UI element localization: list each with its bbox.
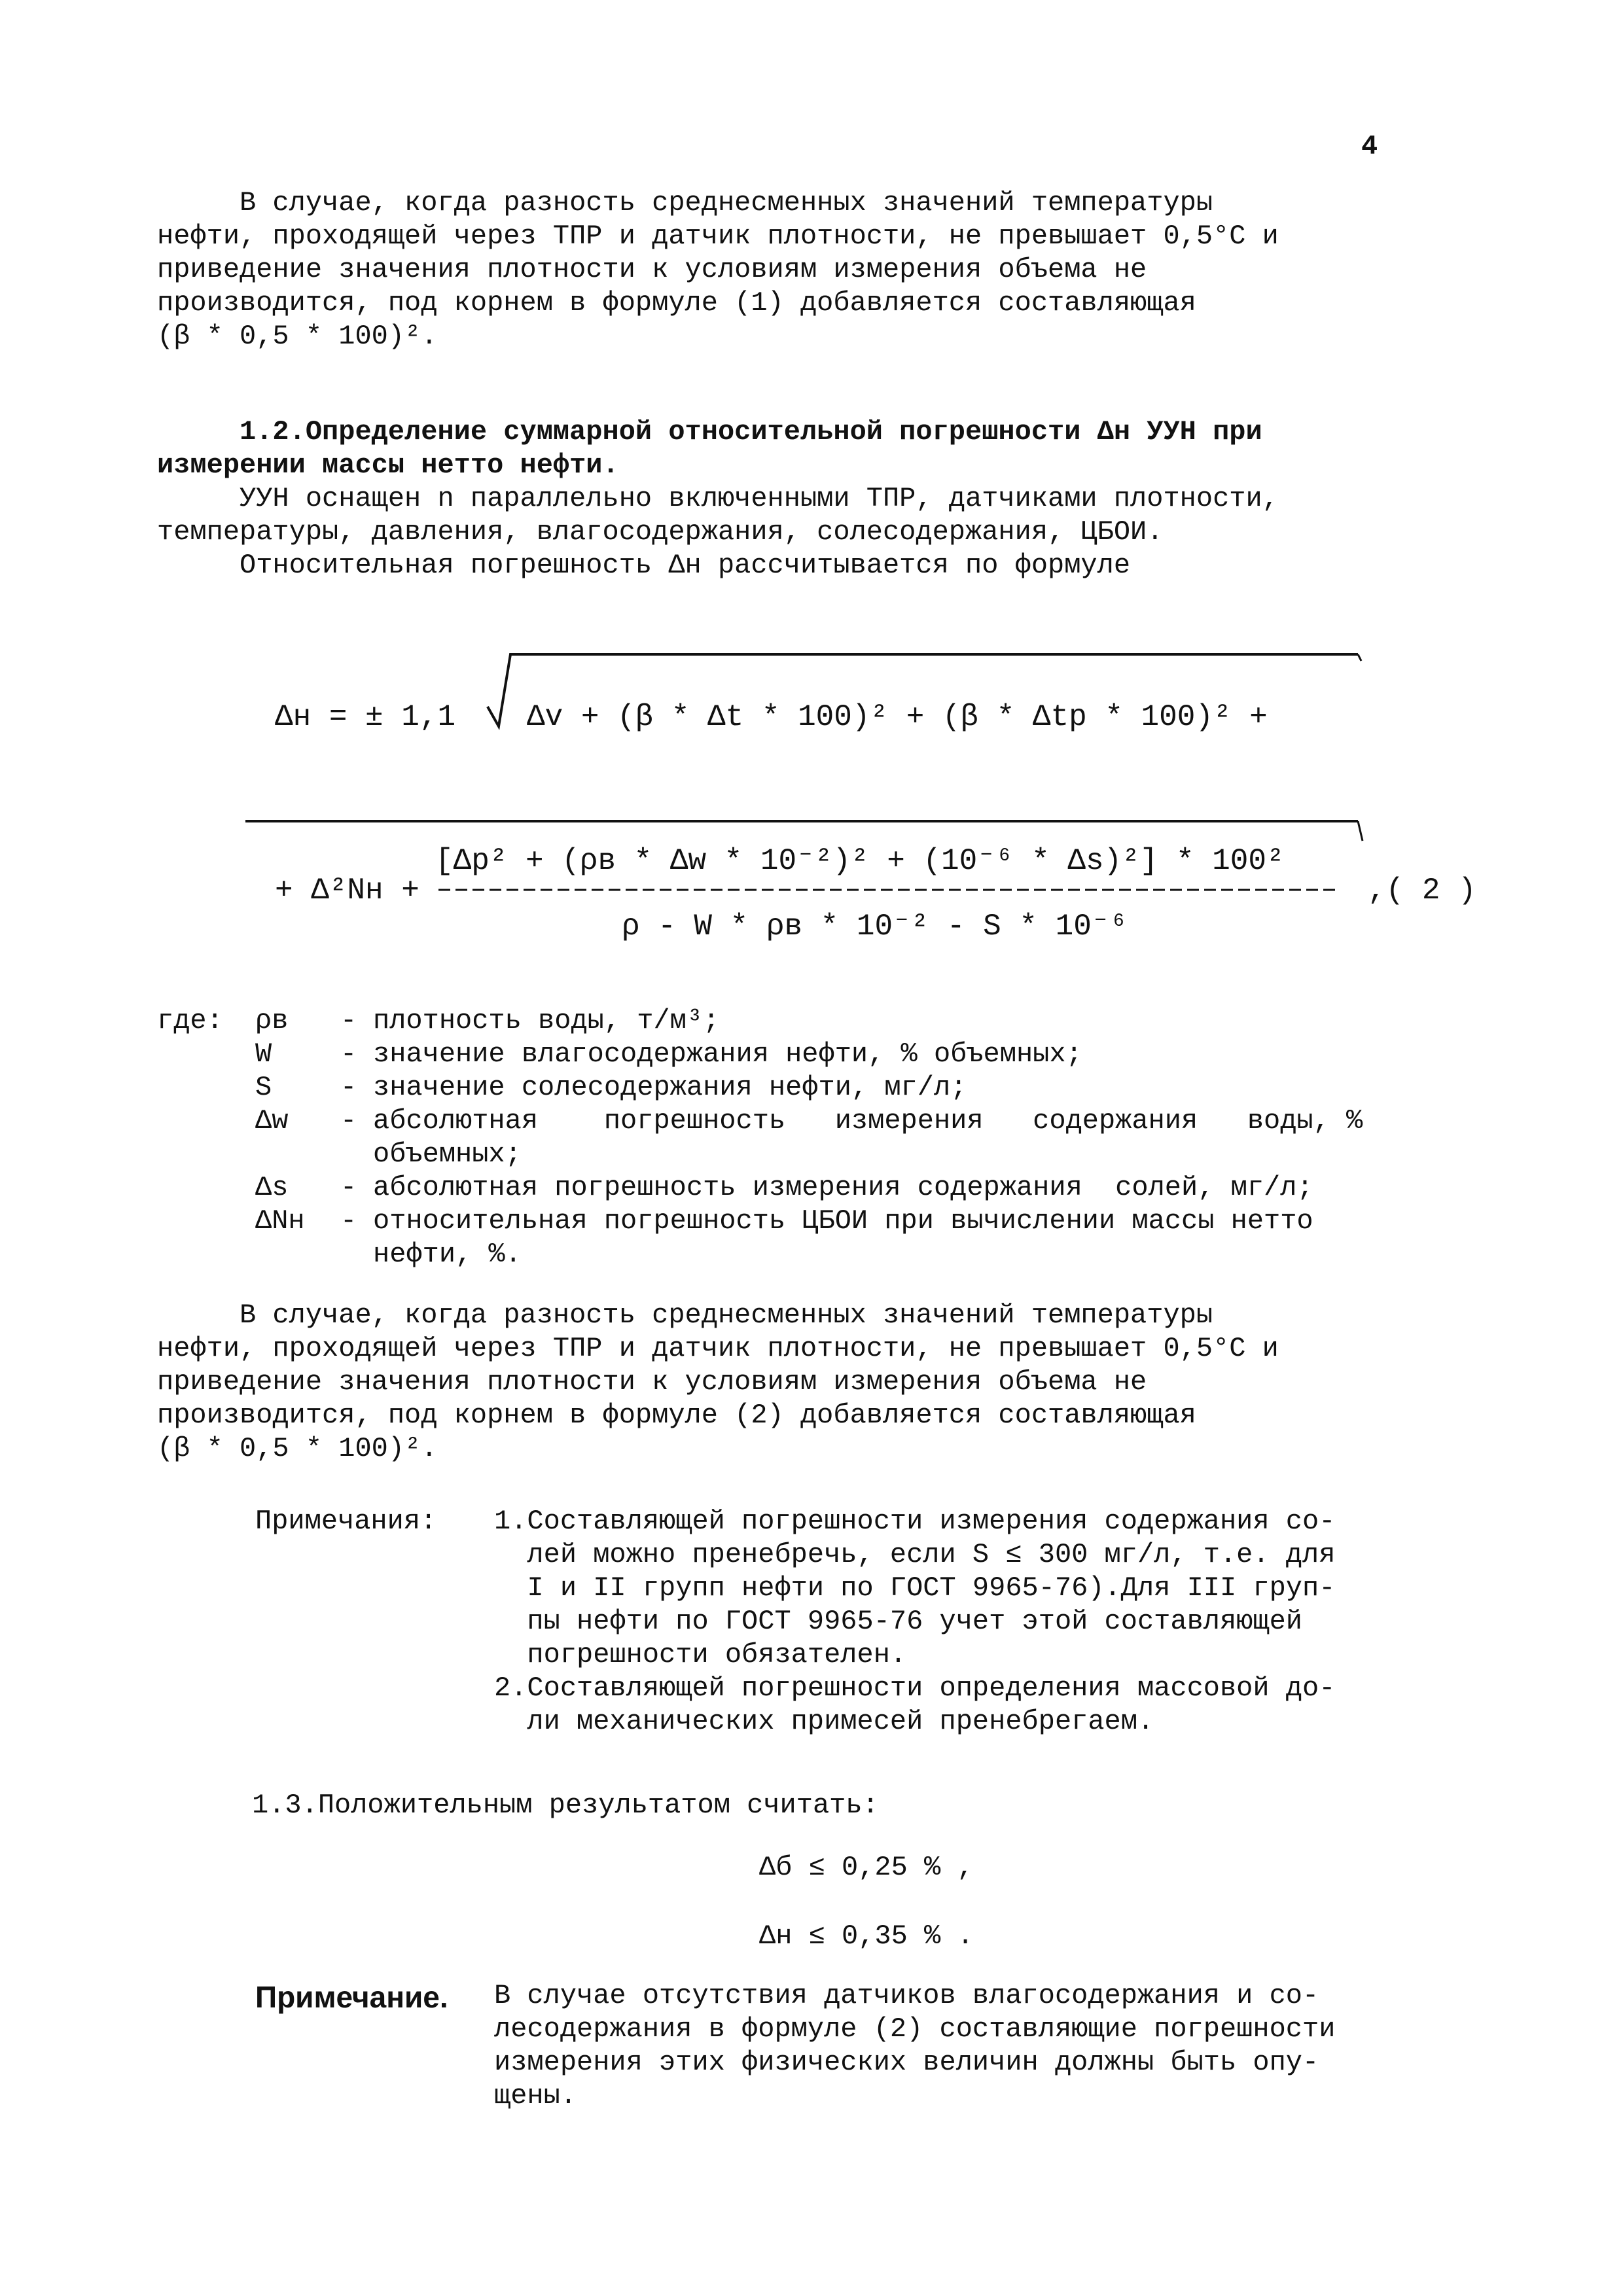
- note-line: 1.Составляющей погрешности измерения содержания со-: [494, 1506, 1336, 1537]
- definition-text: значение влагосодержания нефти, % объемных;: [373, 1038, 1082, 1070]
- definition-dash: -: [340, 1105, 357, 1137]
- final-note-label: Примечание.: [255, 1980, 448, 2014]
- note-line: 2.Составляющей погрешности определения массовой до-: [494, 1672, 1336, 1704]
- note-line: ли механических примесей пренебрегаем.: [494, 1706, 1154, 1737]
- formula-number: ,( 2 ): [1368, 874, 1476, 908]
- definition-text: плотность воды, т/м³;: [373, 1005, 720, 1036]
- formula-row-1: Δv + (β * Δt * 100)² + (β * Δtр * 100)² +: [527, 700, 1268, 734]
- section-heading: 1.2.Определение суммарной относительной погрешности Δн УУН при: [157, 416, 1262, 448]
- note-line: погрешности обязателен.: [494, 1639, 907, 1670]
- definition-text: относительная погрешность ЦБОИ при вычислении массы нетто: [373, 1205, 1313, 1237]
- definition-symbol: ρв: [255, 1005, 289, 1036]
- paragraph-2-line: нефти, проходящей через ТПР и датчик плотности, не превышает 0,5°С и: [157, 1333, 1279, 1364]
- section-1-3-heading: 1.3.Положительным результатом считать:: [252, 1790, 879, 1821]
- final-note-line: лесодержания в формуле (2) составляющие погрешности: [494, 2013, 1336, 2045]
- result-delta-b: Δб ≤ 0,25 % ,: [759, 1852, 974, 1883]
- definition-text: нефти, %.: [373, 1239, 522, 1270]
- paragraph-1: [157, 186, 1492, 353]
- definition-dash: -: [340, 1205, 357, 1237]
- notes-list: [494, 1505, 1495, 1739]
- definition-text: абсолютная погрешность измерения содержания воды, %: [373, 1105, 1363, 1137]
- section-text: температуры, давления, влагосодержания, солесодержания, ЦБОИ.: [157, 516, 1164, 548]
- definition-symbol: Δw: [255, 1105, 289, 1137]
- definition-symbol: W: [255, 1038, 272, 1070]
- result-delta-n: Δн ≤ 0,35 % .: [759, 1920, 974, 1952]
- formula-lhs: Δн = ± 1,1: [275, 700, 456, 734]
- definitions-header: где:: [157, 1005, 223, 1036]
- definition-text: абсолютная погрешность измерения содержания солей, мг/л;: [373, 1172, 1313, 1203]
- paragraph-1-line: приведение значения плотности к условиям измерения объема не: [157, 254, 1147, 285]
- definition-dash: -: [340, 1038, 357, 1070]
- section-1-2: [157, 415, 1492, 582]
- paragraph-1-line: (β * 0,5 * 100)².: [157, 321, 438, 352]
- paragraph-2-line: (β * 0,5 * 100)².: [157, 1433, 438, 1464]
- paragraph-1-line: нефти, проходящей через ТПР и датчик плотности, не превышает 0,5°С и: [157, 221, 1279, 252]
- formula-numerator: [Δр² + (ρв * Δw * 10⁻²)² + (10⁻⁶ * Δs)²] * 100²: [435, 844, 1285, 878]
- paragraph-2-line: В случае, когда разность среднесменных значений температуры: [157, 1299, 1213, 1331]
- paragraph-1-line: В случае, когда разность среднесменных значений температуры: [157, 187, 1213, 219]
- note-line: лей можно пренебречь, если S ≤ 300 мг/л, т.е. для: [494, 1539, 1336, 1570]
- definition-dash: -: [340, 1072, 357, 1103]
- definition-symbol: ΔNн: [255, 1205, 305, 1237]
- paragraph-2: [157, 1299, 1492, 1466]
- paragraph-2-line: производится, под корнем в формуле (2) добавляется составляющая: [157, 1400, 1196, 1431]
- definition-text: объемных;: [373, 1139, 522, 1170]
- section-heading-cont: измерении массы нетто нефти.: [157, 450, 619, 481]
- section-text: Относительная погрешность Δн рассчитывается по формуле: [157, 550, 1131, 581]
- final-note-line: измерения этих физических величин должны быть опу-: [494, 2047, 1319, 2078]
- formula-row-2-prefix: + Δ²Nн +: [275, 874, 419, 908]
- notes-label: Примечания:: [255, 1506, 437, 1537]
- note-line: пы нефти по ГОСТ 9965-76 учет этой составляющей: [494, 1606, 1303, 1637]
- formula-denominator: ρ - W * ρв * 10⁻² - S * 10⁻⁶: [622, 910, 1128, 944]
- definition-dash: -: [340, 1172, 357, 1203]
- final-note-text: [494, 1979, 1495, 2113]
- definition-symbol: Δs: [255, 1172, 289, 1203]
- definition-symbol: S: [255, 1072, 272, 1103]
- page-number: 4: [1361, 131, 1378, 162]
- definition-text: значение солесодержания нефти, мг/л;: [373, 1072, 967, 1103]
- paragraph-1-line: производится, под корнем в формуле (1) добавляется составляющая: [157, 287, 1196, 319]
- note-line: I и II групп нефти по ГОСТ 9965-76).Для III груп-: [494, 1572, 1336, 1604]
- final-note-line: щены.: [494, 2080, 577, 2111]
- definition-dash: -: [340, 1005, 357, 1036]
- paragraph-2-line: приведение значения плотности к условиям измерения объема не: [157, 1366, 1147, 1398]
- section-text: УУН оснащен n параллельно включенными ТПР, датчиками плотности,: [157, 483, 1279, 514]
- final-note-line: В случае отсутствия датчиков влагосодержания и со-: [494, 1980, 1319, 2011]
